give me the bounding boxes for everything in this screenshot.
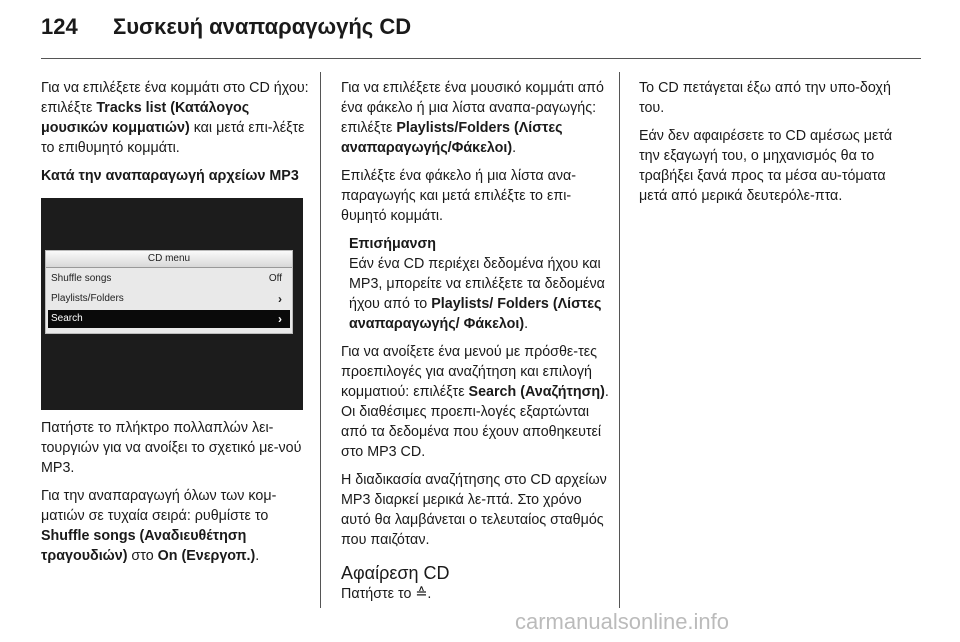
menu-item-value: Off: [268, 273, 282, 284]
menu-ref-playlists: Playlists/Folders (Λίστες αναπαραγωγής/Φάκελοι): [341, 120, 563, 156]
column-3: [639, 78, 907, 214]
text: .: [524, 316, 529, 332]
text: Για να επιλέξετε ένα μουσικό κομμάτι από ένα φάκελο ή μια λίστα αναπα-ραγωγής: επιλέξτε: [341, 80, 604, 136]
menu-item-search: [48, 310, 290, 328]
page-number: 124: [41, 14, 78, 39]
paragraph-search: [341, 342, 609, 462]
text: .: [512, 140, 517, 156]
text: .: [255, 548, 260, 564]
paragraph-select-folder: Επιλέξτε ένα φάκελο ή μια λίστα ανα-παραγωγής και μετά επιλέξτε το επι-θυμητό κομμάτι.: [341, 168, 577, 224]
page-header: [41, 14, 411, 40]
cd-menu-title: CD menu: [46, 251, 292, 268]
header-divider: [41, 58, 921, 59]
text: Πατήστε το: [341, 586, 416, 602]
column-divider-2: [619, 72, 620, 608]
menu-ref-playlists: Playlists/ Folders (Λίστες αναπαραγωγής/ Φάκελοι): [349, 296, 602, 332]
column-divider-1: [320, 72, 321, 608]
column-2: [341, 78, 609, 612]
paragraph-shuffle: [41, 486, 309, 566]
chevron-right-icon: ›: [278, 312, 282, 326]
text: Για την αναπαραγωγή όλων των κομ-ματιών σε τυχαία σειρά: ρυθμίστε το: [41, 488, 277, 524]
text: Εάν ένα CD περιέχει δεδομένα ήχου και MP3, μπορείτε να επιλέξετε τα δεδομένα ήχου από το: [349, 256, 605, 312]
paragraph-playlists: [341, 78, 609, 158]
watermark: carmanualsonline.info: [515, 609, 730, 634]
text: και μετά επι-λέξτε το επιθυμητό κομμάτι.: [41, 120, 305, 156]
text: Για να επιλέξετε ένα κομμάτι στο CD ήχου: επιλέξτε: [41, 80, 309, 116]
menu-ref-search: Search (Αναζήτηση): [468, 384, 605, 400]
paragraph-track-select: [41, 78, 309, 158]
note-title: Επισήμανση: [349, 236, 436, 252]
cd-menu-figure: [41, 198, 303, 410]
paragraph-press-eject: [341, 584, 609, 604]
menu-item-label: Shuffle songs: [51, 273, 112, 284]
column-1: [41, 78, 309, 574]
cd-menu: [45, 250, 293, 334]
note-box: [341, 234, 609, 334]
text: στο: [127, 548, 158, 564]
text: Για να ανοίξετε ένα μενού με πρόσθε-τες προεπιλογές για αναζήτηση και επιλογή κομματιού: επιλέξτε: [341, 344, 597, 400]
menu-item-playlists-folders: [48, 290, 290, 308]
menu-ref-tracks-list: Tracks list (Κατάλογος μουσικών κομματιών): [41, 100, 250, 136]
section-title-remove-cd: Αφαίρεση CD: [341, 563, 450, 583]
paragraph-search-duration: Η διαδικασία αναζήτησης στο CD αρχείων MP3 διαρκεί μερικά λε-πτά. Στο χρόνο αυτό θα λαμβάνεται ο τελευταίος σταθμός που παιζόταν.: [341, 472, 607, 548]
menu-item-label: Search: [51, 313, 83, 324]
menu-ref-shuffle: Shuffle songs (Αναδιευθέτηση τραγουδιών): [41, 528, 247, 564]
subheading-mp3: Κατά την αναπαραγωγή αρχείων MP3: [41, 168, 299, 184]
menu-item-label: Playlists/Folders: [51, 293, 124, 304]
menu-ref-on: On (Ενεργοπ.): [157, 548, 256, 564]
chevron-right-icon: ›: [278, 292, 282, 306]
menu-item-shuffle-songs: [48, 270, 290, 288]
page-title: Συσκευή αναπαραγωγής CD: [113, 14, 412, 39]
note-body: [349, 254, 609, 334]
eject-icon: ≙: [415, 586, 428, 602]
text: .: [427, 586, 432, 602]
paragraph-cd-ejected: Το CD πετάγεται έξω από την υπο-δοχή του.: [639, 80, 891, 116]
text: . Οι διαθέσιμες προεπι-λογές εξαρτώνται από τα δεδομένα που έχουν αποθηκευτεί στο MP3 CD.: [341, 384, 609, 460]
paragraph-auto-retract: Εάν δεν αφαιρέσετε το CD αμέσως μετά την εξαγωγή του, ο μηχανισμός θα το τραβήξει ξανά προς τα μέσα αυ-τόματα μετά από μερικά δευτερόλε-πτα.: [639, 128, 893, 204]
paragraph-mp3-menu: Πατήστε το πλήκτρο πολλαπλών λει-τουργιών για να ανοίξει το σχετικό με-νού MP3.: [41, 420, 302, 476]
